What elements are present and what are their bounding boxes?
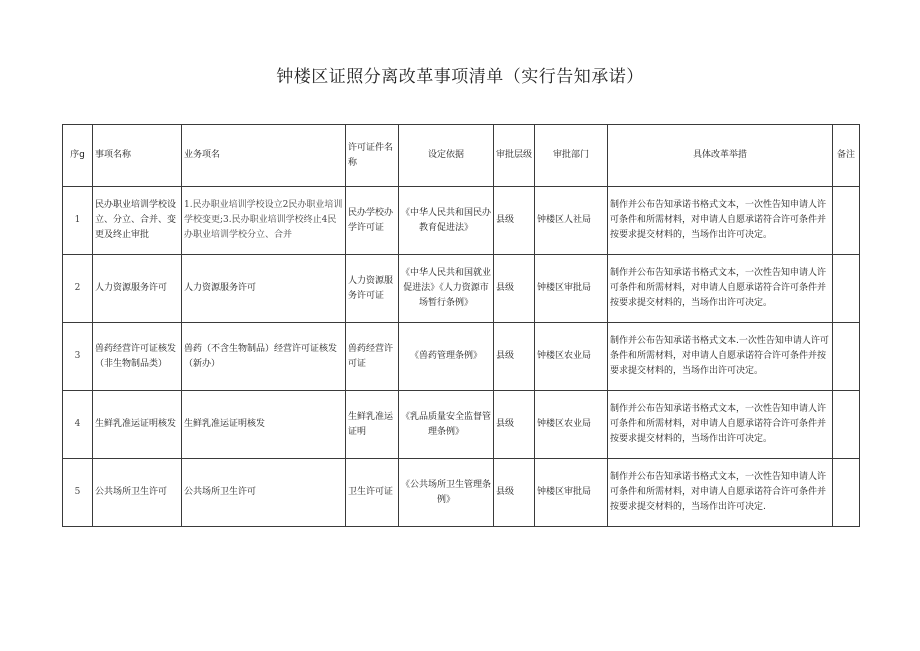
- cell-basis: 《中华人民共和国就业促进法》《人力资源市场暂行条例》: [399, 255, 494, 323]
- cell-seq: 5: [63, 459, 93, 527]
- cell-item-name: 生鲜乳准运证明核发: [93, 391, 182, 459]
- header-seq: 序g: [63, 125, 93, 187]
- cell-remarks: [833, 323, 860, 391]
- cell-basis: 《乳品质量安全监督管理条例》: [399, 391, 494, 459]
- cell-seq: 3: [63, 323, 93, 391]
- table-row: [63, 391, 860, 459]
- cell-department: 钟楼区审批局: [535, 459, 608, 527]
- cell-business-item: 生鲜乳准运证明核发: [182, 391, 346, 459]
- cell-basis: 《公共场所卫生管理条例》: [399, 459, 494, 527]
- header-level: 审批层级: [494, 125, 535, 187]
- cell-measures: 制作并公布告知承诺书格式文本，一次性告知申请人许可条件和所需材料，对申请人自愿承诺符合许可条件并按要求提交材料的，当场作出许可决定。: [608, 391, 833, 459]
- cell-basis: 《兽药管理条例》: [399, 323, 494, 391]
- header-business-item: 业务项名: [182, 125, 346, 187]
- table-row: [63, 187, 860, 255]
- cell-level: 县级: [494, 459, 535, 527]
- cell-measures: 制作并公布告知承诺书格式文本，一次性告知申请人许可条件和所需材料，对申请人自愿承诺符合许可条件并按要求提交材料的，当场作出许可决定.: [608, 459, 833, 527]
- cell-business-item: 人力资源服务许可: [182, 255, 346, 323]
- table-row: [63, 255, 860, 323]
- cell-license-name: 卫生许可证: [346, 459, 399, 527]
- cell-remarks: [833, 187, 860, 255]
- cell-department: 钟楼区农业局: [535, 391, 608, 459]
- table-row: [63, 323, 860, 391]
- cell-measures: 制作并公布告知承诺书格式文本.一次性告知申请人许可条件和所需材料，对申请人自愿承诺符合许可条件并按要求提交材料的，当场作出许可决定。: [608, 323, 833, 391]
- header-measures: 具体改革举措: [608, 125, 833, 187]
- cell-basis: 《中华人民共和国民办教育促进法》: [399, 187, 494, 255]
- cell-seq: 1: [63, 187, 93, 255]
- cell-item-name: 人力资源服务许可: [93, 255, 182, 323]
- cell-measures: 制作并公布告知承诺书格式文本，一次性告知申请人许可条件和所需材料，对申请人自愿承诺符合许可条件并按要求提交材料的，当场作出许可决定。: [608, 255, 833, 323]
- cell-business-item: 1.民办职业培训学校设立2民办职业培训学校变更;3.民办职业培训学校终止4民办职业培训学校分立、合并: [182, 187, 346, 255]
- cell-remarks: [833, 391, 860, 459]
- header-item-name: 事项名称: [93, 125, 182, 187]
- cell-license-name: 兽药经营许可证: [346, 323, 399, 391]
- header-department: 审批部门: [535, 125, 608, 187]
- table-row: [63, 459, 860, 527]
- table-header-row: [63, 125, 860, 187]
- header-remarks: 备注: [833, 125, 860, 187]
- cell-department: 钟楼区人社局: [535, 187, 608, 255]
- header-basis: 设定依据: [399, 125, 494, 187]
- cell-measures: 制作并公布告知承诺书格式文本，一次性告知申请人许可条件和所需材料，对申请人自愿承诺符合许可条件并按要求提交材料的，当场作出许可决定。: [608, 187, 833, 255]
- cell-level: 县级: [494, 391, 535, 459]
- document-title: 钟楼区证照分离改革事项清单（实行告知承诺）: [276, 67, 644, 87]
- cell-item-name: 公共场所卫生许可: [93, 459, 182, 527]
- cell-level: 县级: [494, 323, 535, 391]
- cell-remarks: [833, 255, 860, 323]
- cell-seq: 2: [63, 255, 93, 323]
- cell-item-name: 兽药经营许可证核发（非生物制品类）: [93, 323, 182, 391]
- cell-license-name: 生鲜乳准运证明: [346, 391, 399, 459]
- header-license-name: 许可证件名称: [346, 125, 399, 187]
- cell-business-item: 公共场所卫生许可: [182, 459, 346, 527]
- cell-remarks: [833, 459, 860, 527]
- cell-department: 钟楼区农业局: [535, 323, 608, 391]
- cell-level: 县级: [494, 255, 535, 323]
- reform-items-table: [62, 124, 860, 527]
- cell-level: 县级: [494, 187, 535, 255]
- cell-department: 钟楼区审批局: [535, 255, 608, 323]
- cell-license-name: 人力资源服务许可证: [346, 255, 399, 323]
- cell-item-name: 民办职业培训学校设立、分立、合并、变更及终止审批: [93, 187, 182, 255]
- cell-business-item: 兽药（不含生物制品）经营许可证核发（新办）: [182, 323, 346, 391]
- cell-seq: 4: [63, 391, 93, 459]
- cell-license-name: 民办学校办学许可证: [346, 187, 399, 255]
